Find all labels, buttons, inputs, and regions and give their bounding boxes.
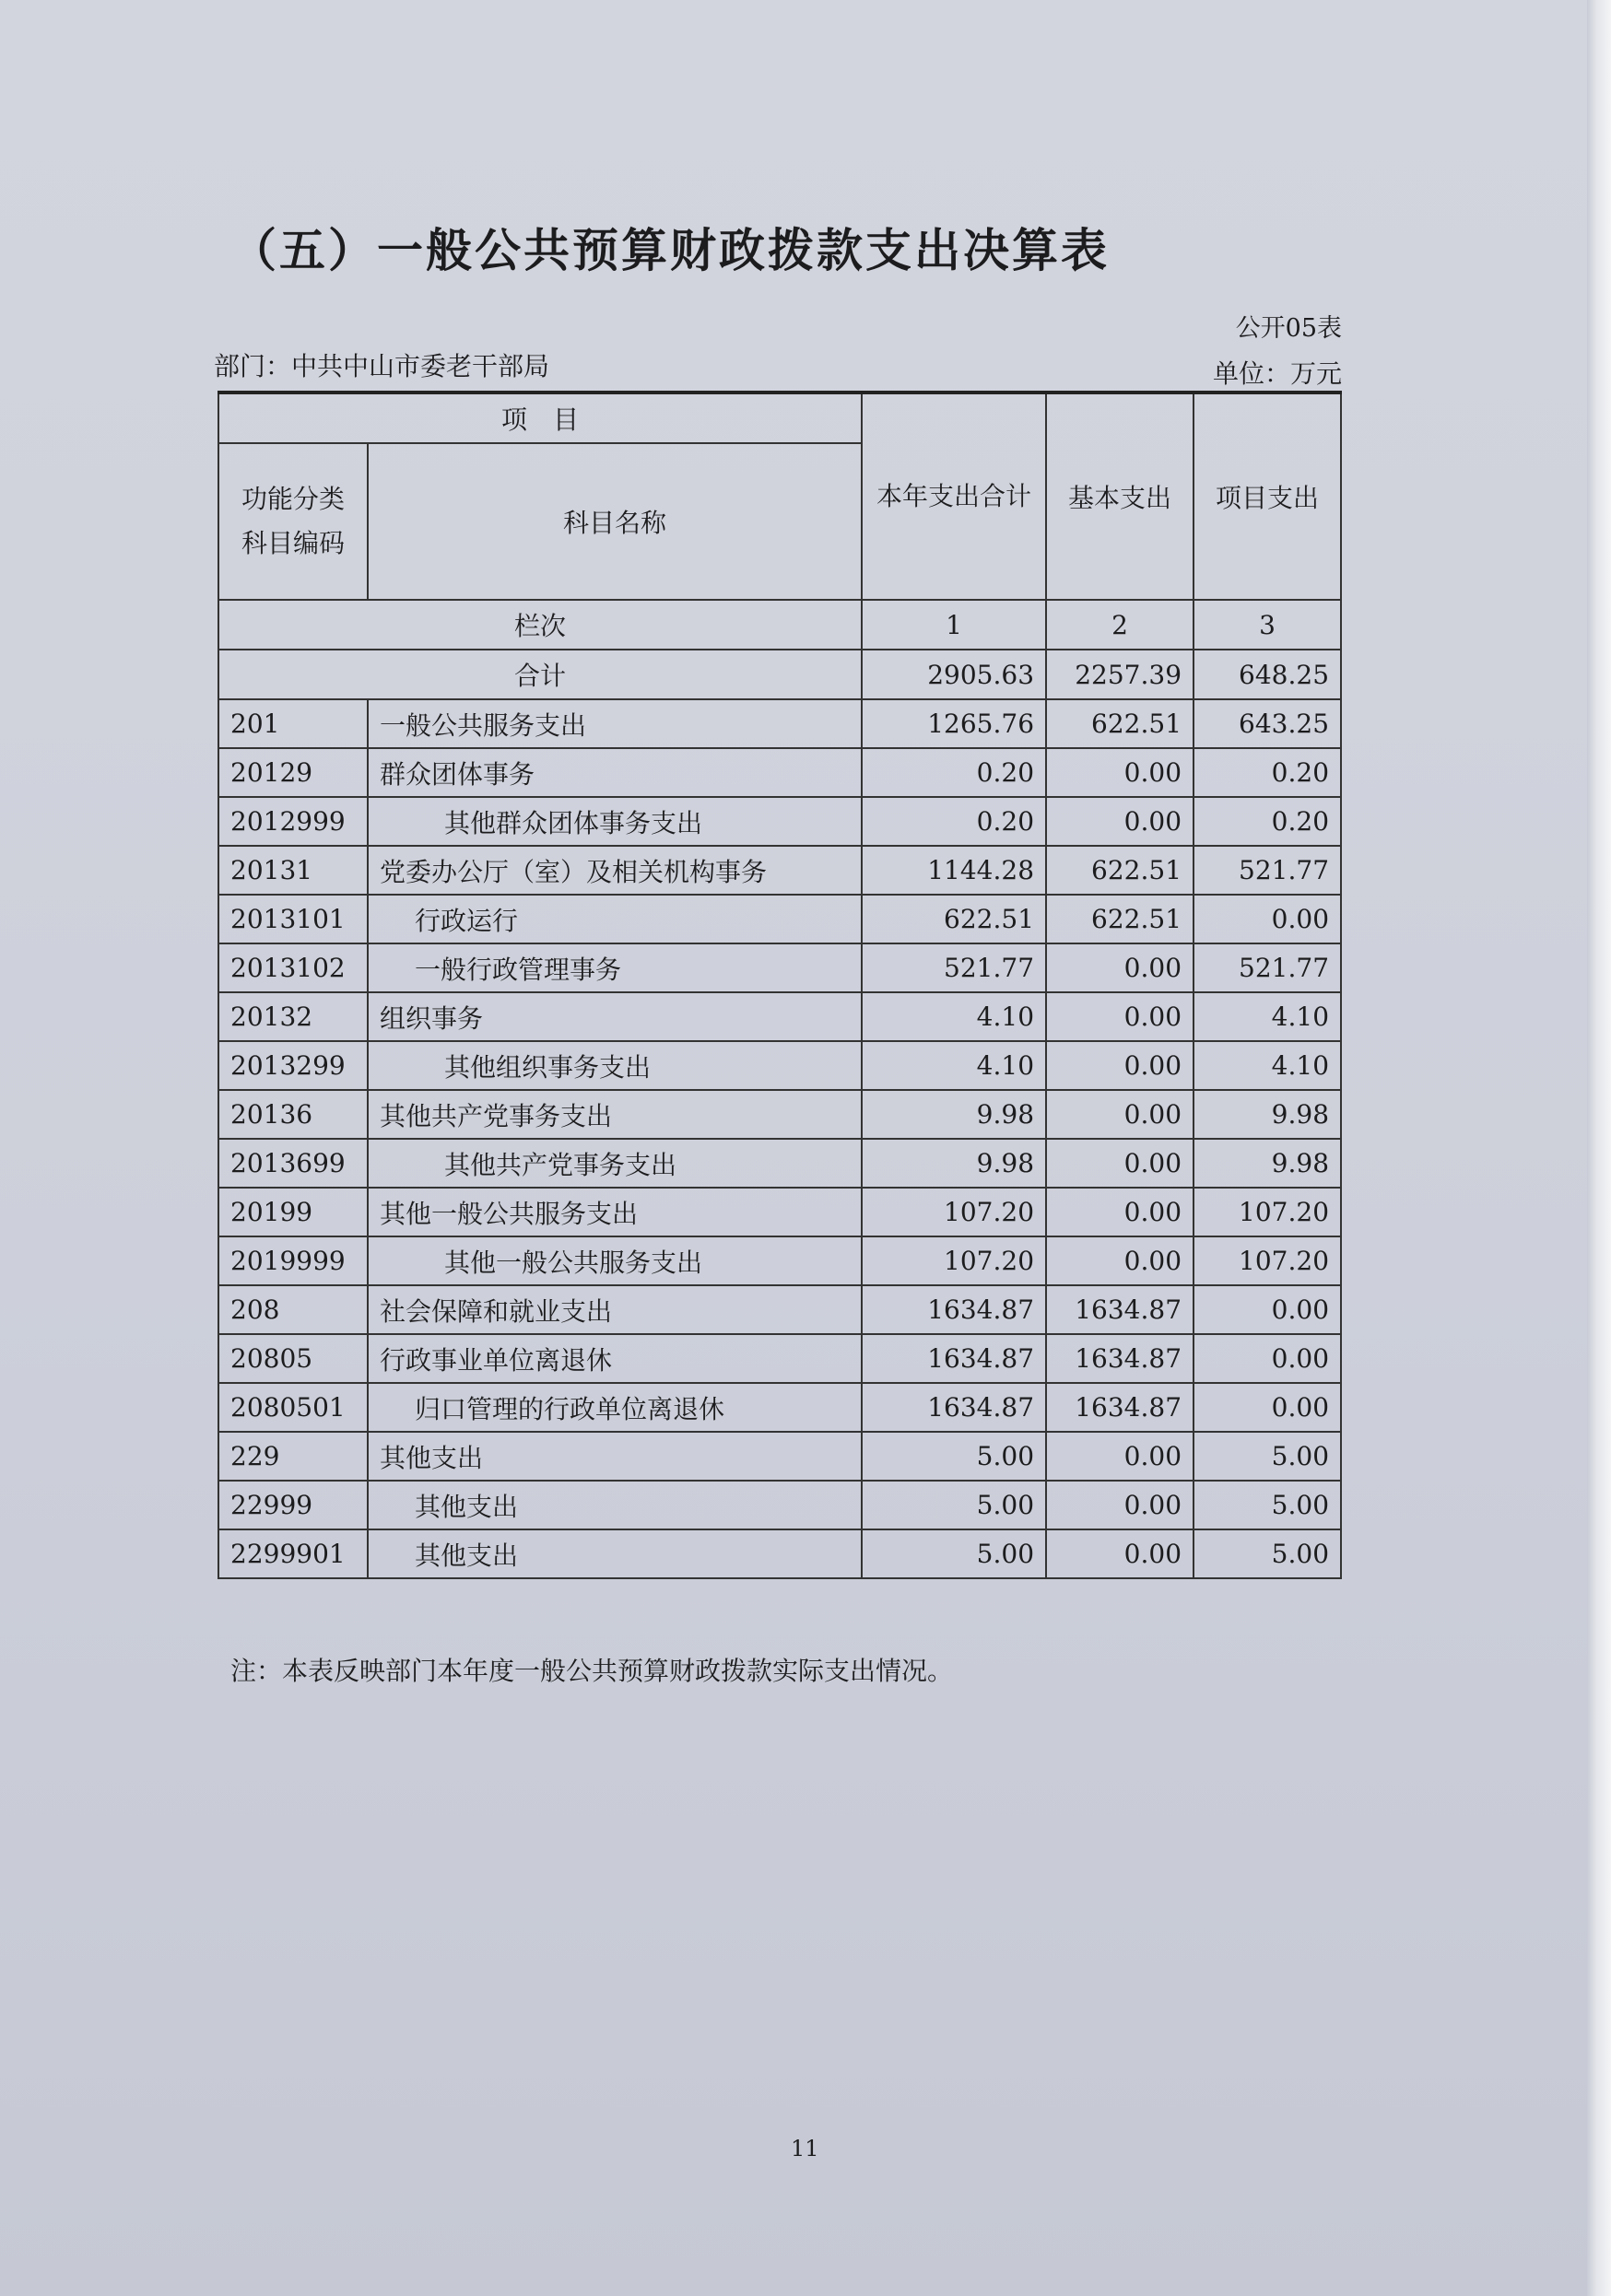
row-basic: 622.51 <box>1046 895 1194 943</box>
sum-row <box>218 650 1341 699</box>
row-basic: 0.00 <box>1046 1432 1194 1481</box>
row-total: 1634.87 <box>862 1285 1046 1334</box>
row-total: 622.51 <box>862 895 1046 943</box>
row-code: 22999 <box>218 1481 368 1529</box>
row-project: 107.20 <box>1194 1188 1341 1236</box>
row-basic: 0.00 <box>1046 1481 1194 1529</box>
row-name: 其他一般公共服务支出 <box>368 1236 862 1285</box>
row-total: 0.20 <box>862 797 1046 846</box>
row-basic: 0.00 <box>1046 1041 1194 1090</box>
row-project: 9.98 <box>1194 1139 1341 1188</box>
row-basic: 1634.87 <box>1046 1383 1194 1432</box>
page-title: （五）一般公共预算财政拨款支出决算表 <box>230 223 1110 277</box>
sum-basic: 2257.39 <box>1046 650 1194 699</box>
row-project: 5.00 <box>1194 1481 1341 1529</box>
sum-total: 2905.63 <box>862 650 1046 699</box>
row-code: 20132 <box>218 992 368 1041</box>
row-total: 1144.28 <box>862 846 1046 895</box>
row-name: 其他一般公共服务支出 <box>368 1188 862 1236</box>
table-row <box>218 797 1341 846</box>
row-total: 5.00 <box>862 1481 1046 1529</box>
row-basic: 1634.87 <box>1046 1285 1194 1334</box>
row-name: 群众团体事务 <box>368 748 862 797</box>
row-basic: 0.00 <box>1046 1188 1194 1236</box>
header-total: 本年支出合计 <box>862 392 1046 600</box>
row-code: 20136 <box>218 1090 368 1139</box>
row-name: 行政事业单位离退休 <box>368 1334 862 1383</box>
header-row-top <box>218 392 1341 443</box>
department-label: 部门：中共中山市委老干部局 <box>214 351 550 381</box>
row-code: 208 <box>218 1285 368 1334</box>
row-project: 643.25 <box>1194 699 1341 748</box>
row-code: 2299901 <box>218 1529 368 1578</box>
row-total: 5.00 <box>862 1529 1046 1578</box>
table-row <box>218 846 1341 895</box>
row-code: 201 <box>218 699 368 748</box>
row-total: 107.20 <box>862 1188 1046 1236</box>
table-row <box>218 1285 1341 1334</box>
header-project: 项目支出 <box>1194 392 1341 600</box>
row-total: 107.20 <box>862 1236 1046 1285</box>
table-row <box>218 1041 1341 1090</box>
row-project: 0.20 <box>1194 748 1341 797</box>
table-row <box>218 1188 1341 1236</box>
row-code: 2013102 <box>218 943 368 992</box>
row-total: 9.98 <box>862 1090 1046 1139</box>
row-name: 党委办公厅（室）及相关机构事务 <box>368 846 862 895</box>
row-name: 其他共产党事务支出 <box>368 1090 862 1139</box>
row-basic: 622.51 <box>1046 699 1194 748</box>
form-number: 公开05表 <box>1235 314 1342 343</box>
table-row <box>218 1432 1341 1481</box>
row-name: 其他支出 <box>368 1481 862 1529</box>
row-code: 2013699 <box>218 1139 368 1188</box>
row-project: 0.00 <box>1194 1285 1341 1334</box>
row-basic: 0.00 <box>1046 797 1194 846</box>
table-row <box>218 1481 1341 1529</box>
row-basic: 0.00 <box>1046 1529 1194 1578</box>
header-item: 项 目 <box>218 392 862 443</box>
row-project: 5.00 <box>1194 1432 1341 1481</box>
budget-table <box>218 391 1342 1579</box>
row-basic: 0.00 <box>1046 1236 1194 1285</box>
row-code: 2013101 <box>218 895 368 943</box>
row-basic: 1634.87 <box>1046 1334 1194 1383</box>
row-total: 1634.87 <box>862 1334 1046 1383</box>
row-code: 20805 <box>218 1334 368 1383</box>
row-code: 229 <box>218 1432 368 1481</box>
page-number: 11 <box>791 2136 819 2161</box>
table-row <box>218 1334 1341 1383</box>
row-name: 社会保障和就业支出 <box>368 1285 862 1334</box>
row-name: 其他共产党事务支出 <box>368 1139 862 1188</box>
unit-label: 单位：万元 <box>1212 358 1342 389</box>
row-code: 2080501 <box>218 1383 368 1432</box>
row-code: 2012999 <box>218 797 368 846</box>
row-project: 0.00 <box>1194 1383 1341 1432</box>
column-index-2: 2 <box>1046 600 1194 650</box>
row-basic: 0.00 <box>1046 992 1194 1041</box>
column-index-label: 栏次 <box>218 600 862 650</box>
row-project: 4.10 <box>1194 1041 1341 1090</box>
page-edge <box>1587 0 1611 2296</box>
row-code: 20129 <box>218 748 368 797</box>
row-basic: 0.00 <box>1046 943 1194 992</box>
row-name: 其他群众团体事务支出 <box>368 797 862 846</box>
row-code: 20131 <box>218 846 368 895</box>
row-project: 521.77 <box>1194 943 1341 992</box>
row-name: 一般公共服务支出 <box>368 699 862 748</box>
table-row <box>218 1383 1341 1432</box>
row-code: 2013299 <box>218 1041 368 1090</box>
row-project: 107.20 <box>1194 1236 1341 1285</box>
column-index-row <box>218 600 1341 650</box>
table-row <box>218 699 1341 748</box>
row-project: 0.00 <box>1194 1334 1341 1383</box>
row-name: 组织事务 <box>368 992 862 1041</box>
header-name: 科目名称 <box>368 443 862 600</box>
row-total: 9.98 <box>862 1139 1046 1188</box>
row-name: 归口管理的行政单位离退休 <box>368 1383 862 1432</box>
row-project: 5.00 <box>1194 1529 1341 1578</box>
row-total: 4.10 <box>862 992 1046 1041</box>
row-project: 9.98 <box>1194 1090 1341 1139</box>
row-basic: 622.51 <box>1046 846 1194 895</box>
row-basic: 0.00 <box>1046 1090 1194 1139</box>
table-row <box>218 1236 1341 1285</box>
row-basic: 0.00 <box>1046 748 1194 797</box>
column-index-1: 1 <box>862 600 1046 650</box>
row-total: 4.10 <box>862 1041 1046 1090</box>
table-row <box>218 748 1341 797</box>
row-total: 1265.76 <box>862 699 1046 748</box>
row-name: 其他支出 <box>368 1432 862 1481</box>
header-code: 功能分类科目编码 <box>218 443 368 600</box>
row-project: 4.10 <box>1194 992 1341 1041</box>
row-total: 5.00 <box>862 1432 1046 1481</box>
sum-project: 648.25 <box>1194 650 1341 699</box>
row-project: 0.20 <box>1194 797 1341 846</box>
sum-label: 合计 <box>218 650 862 699</box>
row-total: 0.20 <box>862 748 1046 797</box>
row-total: 521.77 <box>862 943 1046 992</box>
table-row <box>218 943 1341 992</box>
header-basic: 基本支出 <box>1046 392 1194 600</box>
table-note: 注：本表反映部门本年度一般公共预算财政拨款实际支出情况。 <box>230 1656 954 1686</box>
row-name: 其他支出 <box>368 1529 862 1578</box>
row-total: 1634.87 <box>862 1383 1046 1432</box>
column-index-3: 3 <box>1194 600 1341 650</box>
row-code: 20199 <box>218 1188 368 1236</box>
row-name: 一般行政管理事务 <box>368 943 862 992</box>
table-row <box>218 1529 1341 1578</box>
table-row <box>218 1090 1341 1139</box>
row-basic: 0.00 <box>1046 1139 1194 1188</box>
table-row <box>218 992 1341 1041</box>
row-project: 0.00 <box>1194 895 1341 943</box>
row-name: 行政运行 <box>368 895 862 943</box>
table-row <box>218 1139 1341 1188</box>
table-row <box>218 895 1341 943</box>
row-name: 其他组织事务支出 <box>368 1041 862 1090</box>
row-project: 521.77 <box>1194 846 1341 895</box>
row-code: 2019999 <box>218 1236 368 1285</box>
